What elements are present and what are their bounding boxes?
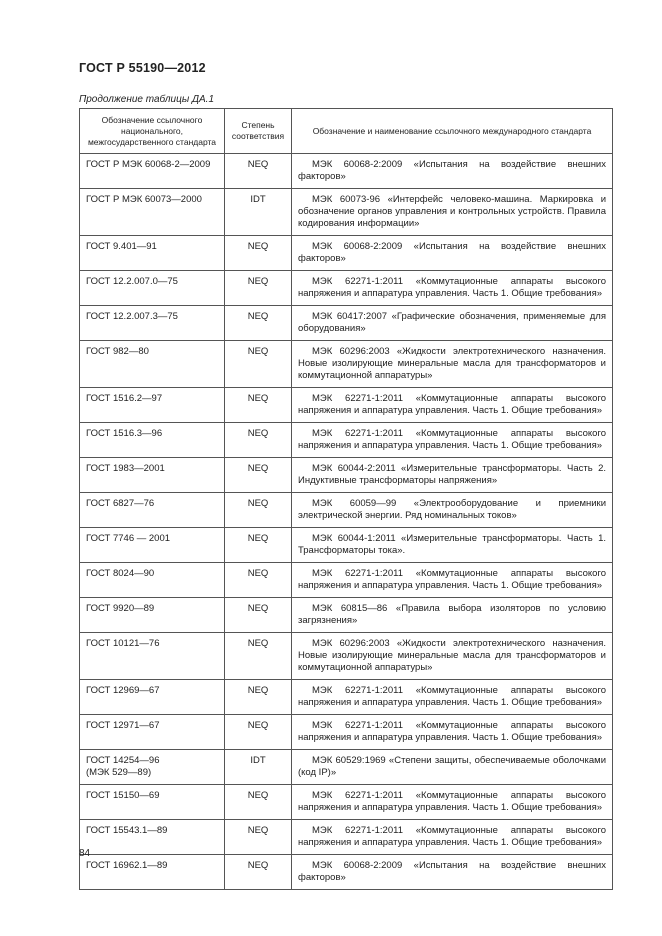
- international-standard-text: МЭК 62271-1:2011 «Коммутационные аппараты высокого напряжения и аппаратура управления. Часть 1. Общие требования»: [298, 568, 606, 591]
- table-row: [80, 563, 613, 598]
- degree-cell: IDT: [225, 750, 292, 785]
- degree-cell: NEQ: [225, 785, 292, 820]
- table-row: [80, 154, 613, 189]
- degree-cell: NEQ: [225, 598, 292, 633]
- degree-cell: NEQ: [225, 423, 292, 458]
- international-standard-text: МЭК 62271-1:2011 «Коммутационные аппараты высокого напряжения и аппаратура управления. Часть 1. Общие требования»: [298, 720, 606, 743]
- national-standard-cell: ГОСТ 12971—67: [80, 715, 225, 750]
- table-row: [80, 341, 613, 388]
- international-standard-text: МЭК 60529:1969 «Степени защиты, обеспечиваемые оболочками (код IP)»: [298, 755, 606, 778]
- international-standard-cell: [292, 236, 613, 271]
- table-row: [80, 423, 613, 458]
- table-caption: Продолжение таблицы ДА.1: [79, 94, 215, 105]
- international-standard-cell: [292, 493, 613, 528]
- international-standard-text: МЭК 60044-2:2011 «Измерительные трансформаторы. Часть 2. Индуктивные трансформаторы напряжения»: [298, 463, 606, 486]
- national-standard-cell: ГОСТ 16962.1—89: [80, 855, 225, 890]
- international-standard-cell: [292, 528, 613, 563]
- national-standard-cell: ГОСТ 10121—76: [80, 633, 225, 680]
- table-header-row: [80, 109, 613, 154]
- international-standard-text: МЭК 62271-1:2011 «Коммутационные аппараты высокого напряжения и аппаратура управления. Часть 1. Общие требования»: [298, 276, 606, 299]
- international-standard-cell: [292, 633, 613, 680]
- table-row: [80, 855, 613, 890]
- degree-cell: NEQ: [225, 341, 292, 388]
- international-standard-text: МЭК 60068-2:2009 «Испытания на воздействие внешних факторов»: [298, 860, 606, 883]
- international-standard-cell: [292, 715, 613, 750]
- international-standard-cell: [292, 750, 613, 785]
- degree-cell: NEQ: [225, 306, 292, 341]
- table-row: [80, 750, 613, 785]
- national-standard-cell: ГОСТ 6827—76: [80, 493, 225, 528]
- international-standard-text: МЭК 60815—86 «Правила выбора изоляторов по условию загрязнения»: [298, 603, 606, 626]
- degree-cell: NEQ: [225, 633, 292, 680]
- national-standard-cell: ГОСТ 1516.2—97: [80, 388, 225, 423]
- table-row: [80, 271, 613, 306]
- international-standard-cell: [292, 341, 613, 388]
- degree-cell: NEQ: [225, 493, 292, 528]
- table-row: [80, 189, 613, 236]
- table-row: [80, 598, 613, 633]
- degree-cell: IDT: [225, 189, 292, 236]
- international-standard-cell: [292, 855, 613, 890]
- table-row: [80, 458, 613, 493]
- degree-cell: NEQ: [225, 154, 292, 189]
- degree-cell: NEQ: [225, 388, 292, 423]
- international-standard-cell: [292, 154, 613, 189]
- international-standard-text: МЭК 60044-1:2011 «Измерительные трансформаторы. Часть 1. Трансформаторы тока».: [298, 533, 606, 556]
- degree-cell: NEQ: [225, 271, 292, 306]
- national-standard-cell: ГОСТ 14254—96 (МЭК 529—89): [80, 750, 225, 785]
- table-row: [80, 715, 613, 750]
- international-standard-text: МЭК 60073-96 «Интерфейс человеко-машина. Маркировка и обозначение органов управления и контрольных устройств. Правила кодирования информации»: [298, 194, 606, 229]
- national-standard-cell: ГОСТ Р МЭК 60068-2—2009: [80, 154, 225, 189]
- international-standard-cell: [292, 785, 613, 820]
- degree-cell: NEQ: [225, 680, 292, 715]
- national-standard-cell: ГОСТ 9920—89: [80, 598, 225, 633]
- international-standard-cell: [292, 458, 613, 493]
- national-standard-cell: ГОСТ 9.401—91: [80, 236, 225, 271]
- national-standard-cell: ГОСТ 12.2.007.3—75: [80, 306, 225, 341]
- international-standard-cell: [292, 680, 613, 715]
- degree-cell: NEQ: [225, 528, 292, 563]
- international-standard-cell: [292, 563, 613, 598]
- national-standard-cell: ГОСТ Р МЭК 60073—2000: [80, 189, 225, 236]
- international-standard-text: МЭК 60417:2007 «Графические обозначения, применяемые для оборудования»: [298, 311, 606, 334]
- table-row: [80, 785, 613, 820]
- degree-cell: NEQ: [225, 563, 292, 598]
- international-standard-text: МЭК 62271-1:2011 «Коммутационные аппараты высокого напряжения и аппаратура управления. Часть 1. Общие требования»: [298, 428, 606, 451]
- table-row: [80, 388, 613, 423]
- international-standard-cell: [292, 388, 613, 423]
- national-standard-cell: ГОСТ 12.2.007.0—75: [80, 271, 225, 306]
- degree-cell: NEQ: [225, 458, 292, 493]
- international-standard-text: МЭК 60059—99 «Электрооборудование и приемники электрической энергии. Ряд номинальных токов»: [298, 498, 606, 521]
- international-standard-text: МЭК 62271-1:2011 «Коммутационные аппараты высокого напряжения и аппаратура управления. Часть 1. Общие требования»: [298, 825, 606, 848]
- national-standard-cell: ГОСТ 8024—90: [80, 563, 225, 598]
- international-standard-cell: [292, 306, 613, 341]
- table-row: [80, 306, 613, 341]
- international-standard-text: МЭК 60068-2:2009 «Испытания на воздействие внешних факторов»: [298, 241, 606, 264]
- international-standard-text: МЭК 62271-1:2011 «Коммутационные аппараты высокого напряжения и аппаратура управления. Часть 1. Общие требования»: [298, 685, 606, 708]
- national-standard-cell: ГОСТ 7746 — 2001: [80, 528, 225, 563]
- table-row: [80, 236, 613, 271]
- international-standard-cell: [292, 189, 613, 236]
- national-standard-cell: ГОСТ 12969—67: [80, 680, 225, 715]
- international-standard-cell: [292, 423, 613, 458]
- international-standard-text: МЭК 60296:2003 «Жидкости электротехнического назначения. Новые изолирующие минеральные масла для трансформаторов и коммутационной аппаратуры»: [298, 638, 606, 673]
- column-header-national-standard: Обозначение ссылочного национального, межгосударственного стандарта: [80, 109, 225, 154]
- table-row: [80, 680, 613, 715]
- column-header-international-standard: Обозначение и наименование ссылочного международного стандарта: [292, 109, 613, 154]
- international-standard-text: МЭК 62271-1:2011 «Коммутационные аппараты высокого напряжения и аппаратура управления. Часть 1. Общие требования»: [298, 790, 606, 813]
- international-standard-cell: [292, 598, 613, 633]
- national-standard-cell: ГОСТ 1516.3—96: [80, 423, 225, 458]
- national-standard-cell: ГОСТ 15543.1—89: [80, 820, 225, 855]
- page-number: 84: [79, 848, 91, 859]
- document-header: ГОСТ Р 55190—2012: [79, 61, 206, 75]
- reference-table: [79, 108, 613, 890]
- national-standard-cell: ГОСТ 982—80: [80, 341, 225, 388]
- international-standard-cell: [292, 271, 613, 306]
- degree-cell: NEQ: [225, 236, 292, 271]
- table-row: [80, 493, 613, 528]
- national-standard-cell: ГОСТ 1983—2001: [80, 458, 225, 493]
- international-standard-text: МЭК 60068-2:2009 «Испытания на воздействие внешних факторов»: [298, 159, 606, 182]
- table-row: [80, 633, 613, 680]
- degree-cell: NEQ: [225, 820, 292, 855]
- national-standard-cell: ГОСТ 15150—69: [80, 785, 225, 820]
- international-standard-text: МЭК 62271-1:2011 «Коммутационные аппараты высокого напряжения и аппаратура управления. Часть 1. Общие требования»: [298, 393, 606, 416]
- table-row: [80, 528, 613, 563]
- column-header-degree: Степень соответствия: [225, 109, 292, 154]
- degree-cell: NEQ: [225, 855, 292, 890]
- table-row: [80, 820, 613, 855]
- international-standard-cell: [292, 820, 613, 855]
- international-standard-text: МЭК 60296:2003 «Жидкости электротехнического назначения. Новые изолирующие минеральные масла для трансформаторов и коммутационной аппаратуры»: [298, 346, 606, 381]
- degree-cell: NEQ: [225, 715, 292, 750]
- table-body: [80, 154, 613, 890]
